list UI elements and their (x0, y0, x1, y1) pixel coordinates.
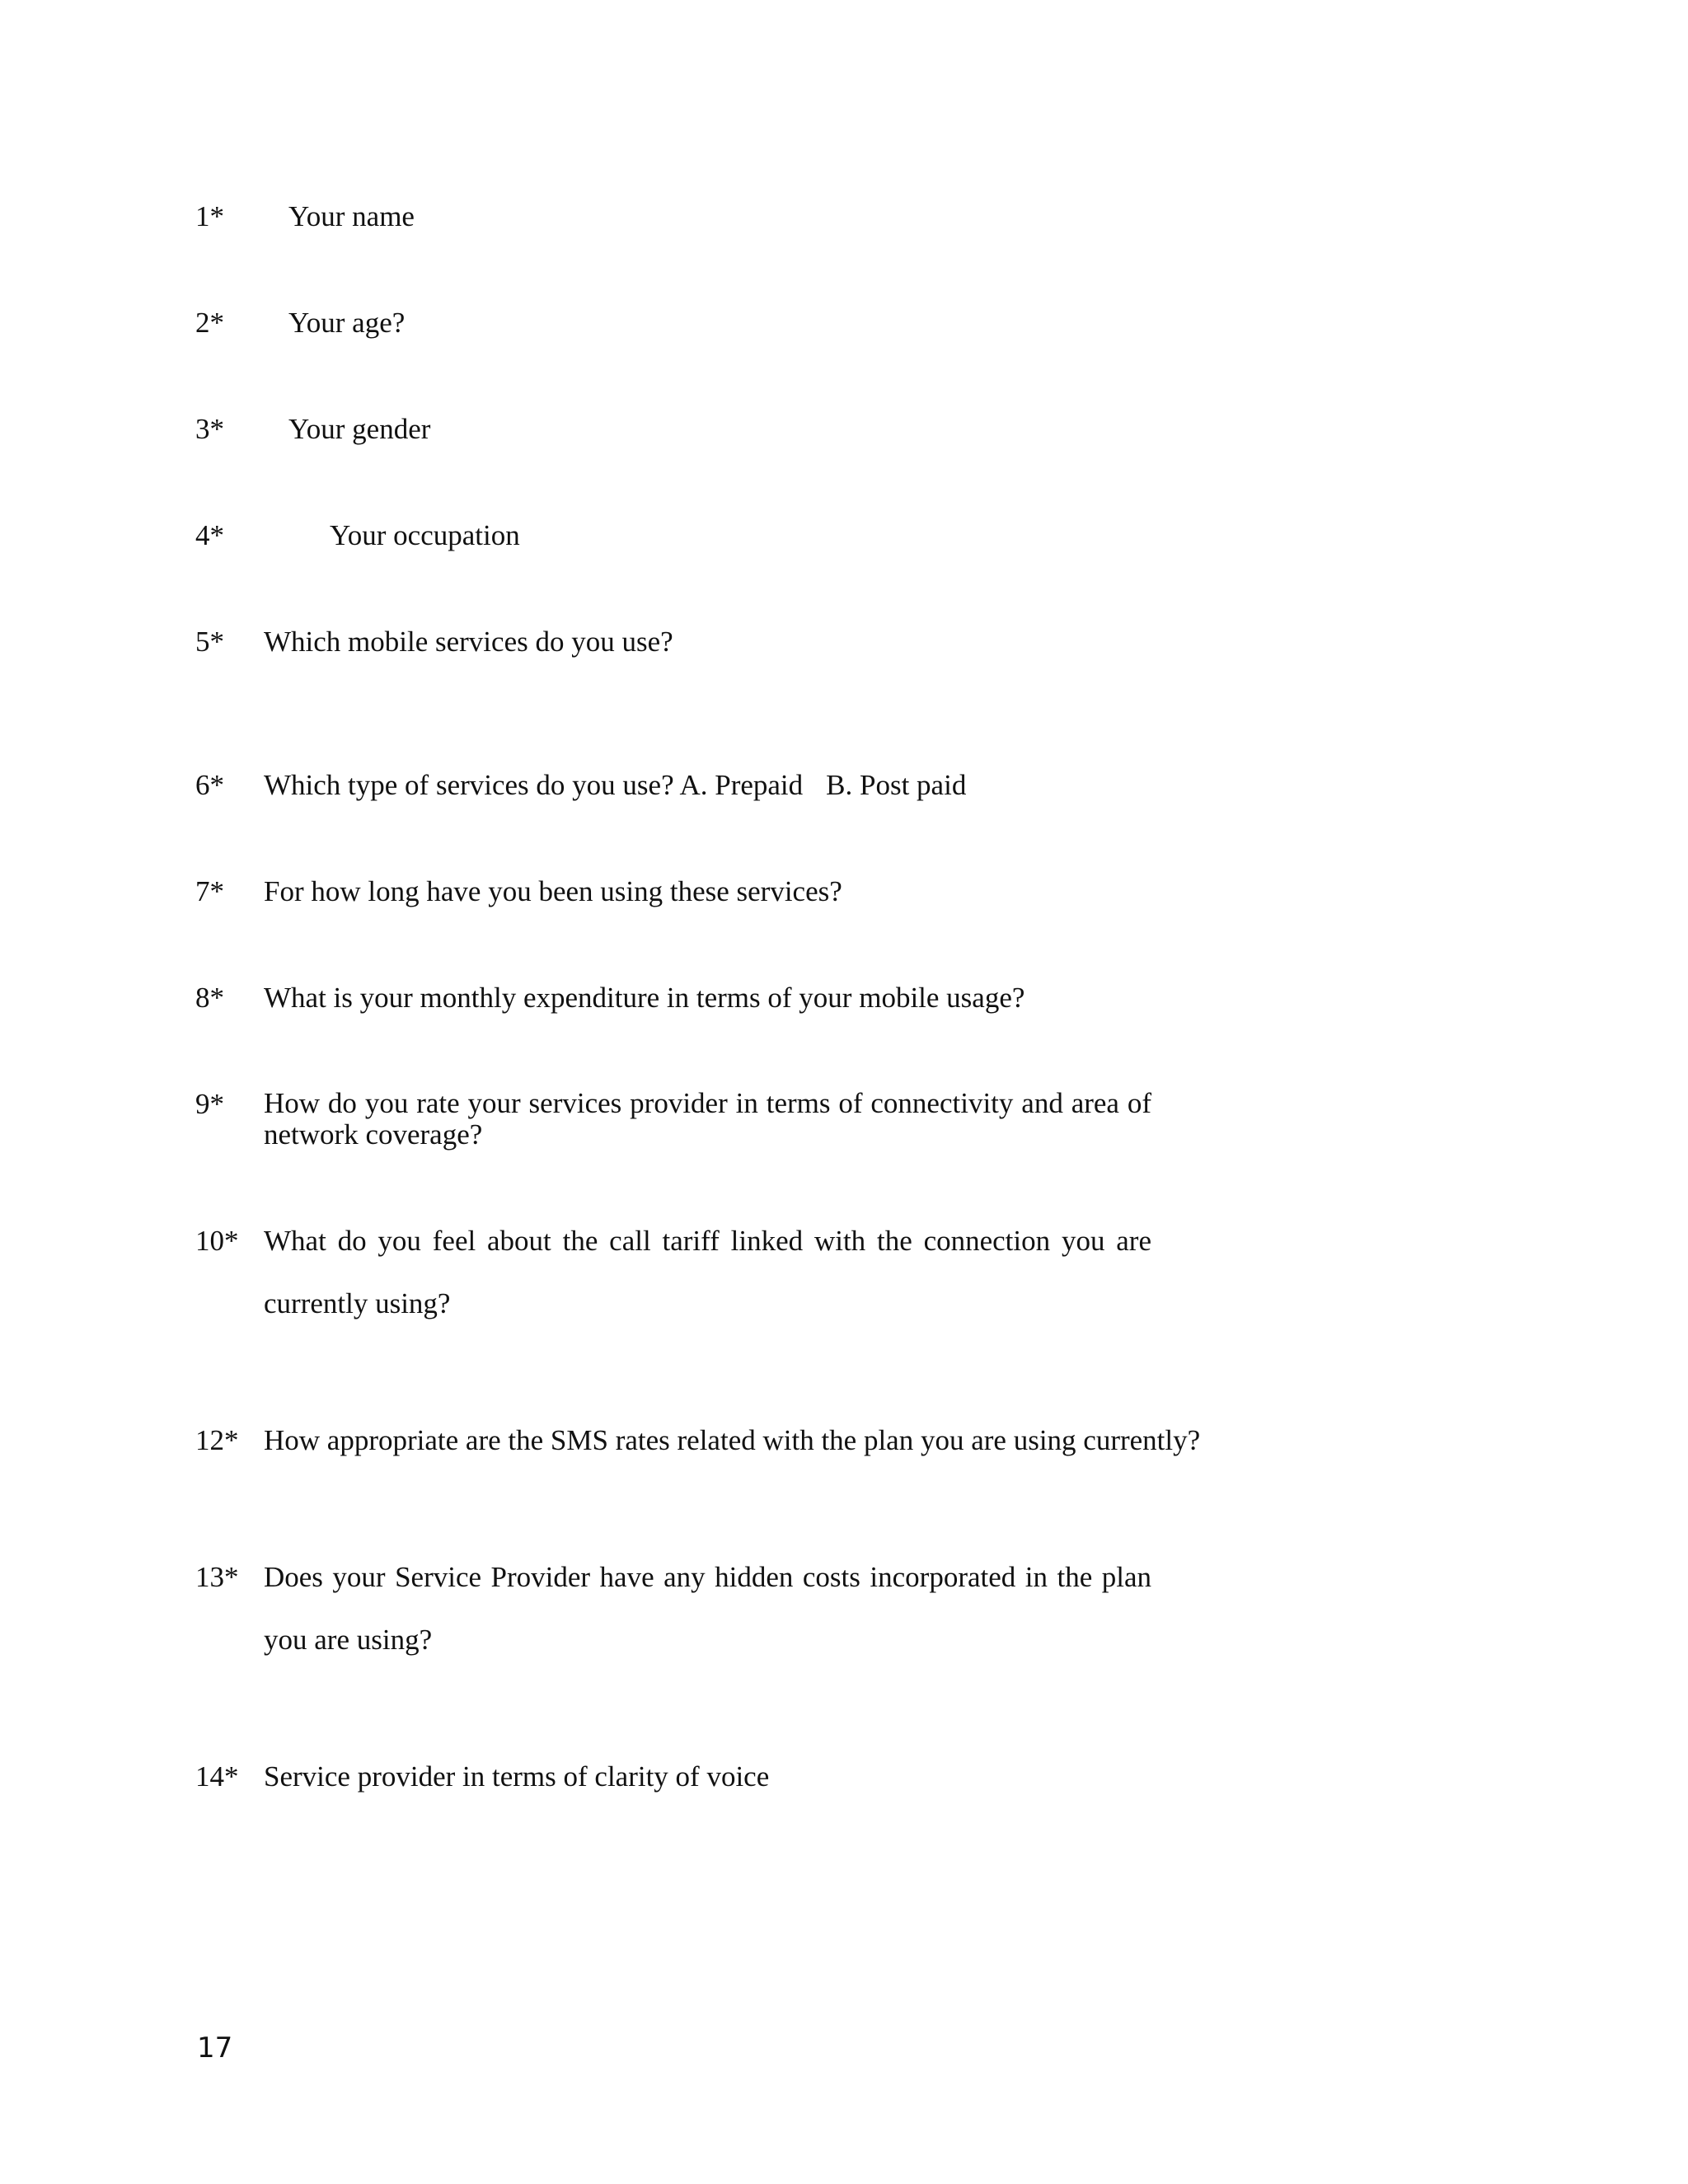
question-text: Your occupation (330, 519, 520, 551)
question-text: For how long have you been using these services? (264, 875, 842, 907)
question-text: Which type of services do you use? (264, 769, 674, 801)
page-number: 17 (197, 2032, 233, 2064)
question-number: 13* (195, 1561, 239, 1593)
question-number: 2* (195, 307, 224, 339)
question-number: 4* (195, 519, 224, 551)
question-number: 5* (195, 626, 224, 658)
option-b: B. Post paid (826, 769, 967, 801)
question-text: How do you rate your services provider in terms of connectivity and area of network coverage? (264, 1087, 1151, 1151)
option-a: A. Prepaid (679, 769, 804, 801)
question-number: 10* (195, 1225, 239, 1257)
question-text: What is your monthly expenditure in terms of your mobile usage? (264, 982, 1025, 1014)
question-number: 3* (195, 413, 224, 445)
question-number: 14* (195, 1760, 239, 1793)
question-text: Does your Service Provider have any hidden costs incorporated in the plan you are using? (264, 1561, 1151, 1656)
question-text: Your name (288, 200, 415, 232)
question-text: Your age? (288, 307, 406, 339)
question-number: 9* (195, 1088, 224, 1120)
question-text: Your gender (288, 413, 431, 445)
question-text: Which mobile services do you use? (264, 626, 673, 658)
question-text-with-options (264, 769, 966, 802)
question-number: 6* (195, 769, 224, 801)
question-number: 1* (195, 200, 224, 232)
question-text: Service provider in terms of clarity of voice (264, 1760, 770, 1793)
question-text: What do you feel about the call tariff linked with the connection you are currently using? (264, 1225, 1151, 1319)
question-number: 8* (195, 982, 224, 1014)
question-number: 7* (195, 875, 224, 907)
question-text: How appropriate are the SMS rates related with the plan you are using currently? (264, 1424, 1201, 1456)
question-number: 12* (195, 1424, 239, 1456)
